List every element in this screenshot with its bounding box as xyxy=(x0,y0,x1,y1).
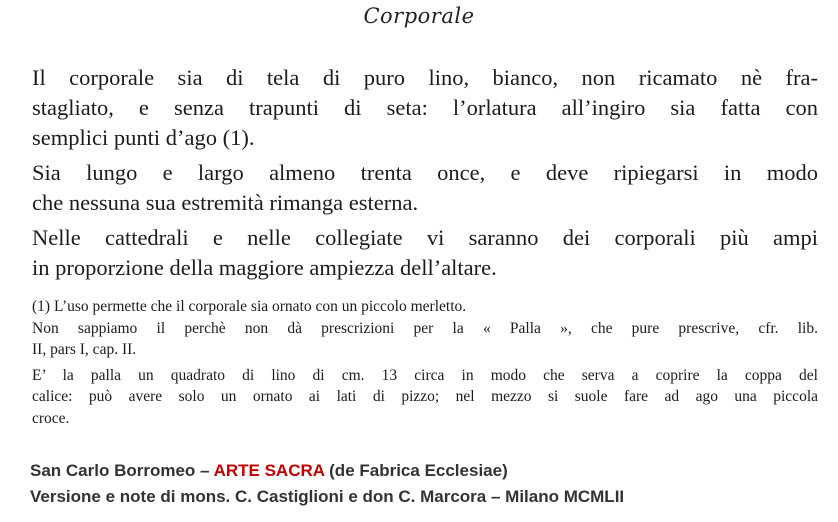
paragraph-line: Sia lungo e largo almeno trenta once, e deve ripiegarsi in modo xyxy=(32,160,818,185)
caption-book-title: ARTE SACRA xyxy=(213,461,325,480)
footnote-line: E’ la palla un quadrato di lino di cm. 13 circa in modo che serva a coprire la coppa del xyxy=(32,366,818,384)
paragraph-line: che nessuna sua estremità rimanga esterna. xyxy=(32,190,419,215)
caption-line-2: Versione e note di mons. C. Castiglioni e don C. Marcora – Milano MCMLII xyxy=(30,487,625,506)
caption-author: San Carlo Borromeo – xyxy=(30,461,214,480)
section-title: Corporale xyxy=(363,4,475,28)
paragraph-line: Il corporale sia di tela di puro lino, bianco, non ricamato nè fra- xyxy=(32,65,818,90)
caption-line-1 xyxy=(30,458,624,484)
paragraph-line: in proporzione della maggiore ampiezza dell’altare. xyxy=(32,255,497,280)
footnote-line: croce. xyxy=(32,409,70,427)
footnote-line: II, pars I, cap. II. xyxy=(32,341,137,358)
paragraph-line: stagliato, e senza trapunti di seta: l’orlatura all’ingiro sia fatta con xyxy=(32,95,818,120)
paragraph-line: semplici punti d’ago (1). xyxy=(32,125,255,150)
footnote-line: (1) L’uso permette che il corporale sia ornato con un piccolo merletto. xyxy=(32,298,467,315)
paragraph-line: Nelle cattedrali e nelle collegiate vi saranno dei corporali più ampi xyxy=(32,225,818,250)
paragraph-3 xyxy=(32,223,818,283)
footnote-line: Non sappiamo il perchè non dà prescrizioni per la « Palla », che pure prescrive, cfr. lib. xyxy=(32,319,818,337)
paragraph-2 xyxy=(32,158,818,218)
paragraph-1 xyxy=(32,63,818,153)
footnotes xyxy=(32,296,818,429)
footnote-line: calice: può avere solo un ornato ai lati di pizzo; nel mezzo si suole fare ad ago una piccola xyxy=(32,388,818,405)
caption-subtitle: (de Fabrica Ecclesiae) xyxy=(324,461,508,480)
source-caption xyxy=(30,458,624,510)
